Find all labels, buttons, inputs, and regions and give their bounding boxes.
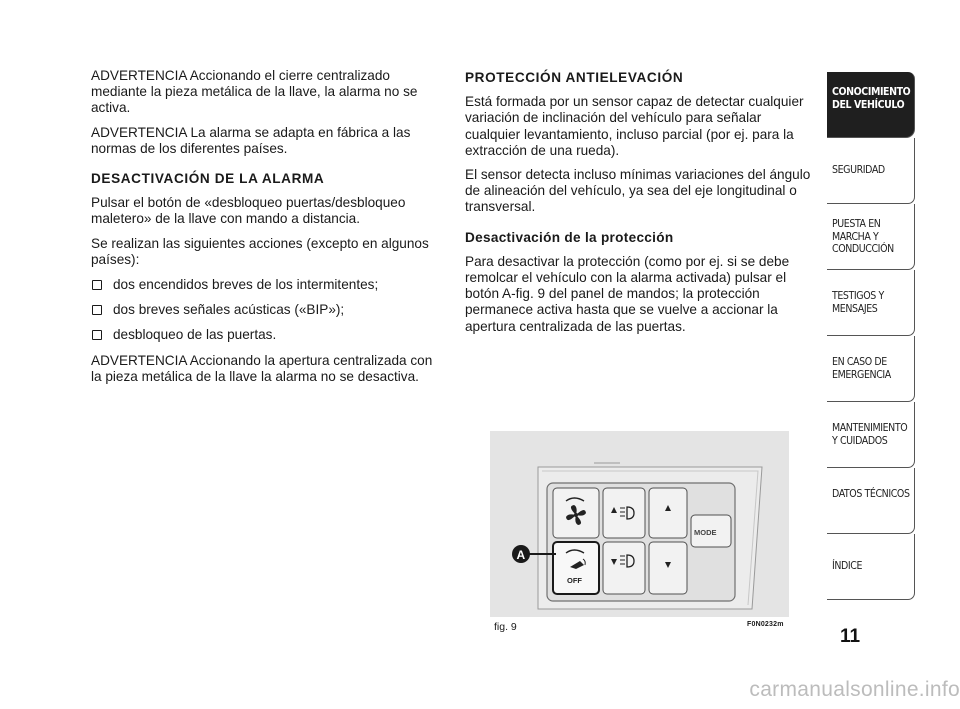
paragraph-actions: Se realizan las siguientes acciones (excepto en algunos países):: [91, 235, 429, 267]
chapter-sidebar: [827, 72, 915, 600]
paragraph-deactivate: Para desactivar la protección (como por ej. si se debe remolcar el vehículo con la alarma activada) pulsar el botón A-fig. 9 del panel de mandos; la protección permanece activa hasta que se vuelve a accionar la apertura centralizada de las puertas.: [465, 253, 790, 334]
checkbox-bullet-icon: [92, 330, 102, 340]
left-column: [91, 68, 441, 393]
right-column: [465, 70, 817, 343]
control-panel-illustration: [490, 431, 789, 617]
paragraph-sensor-detects: El sensor detecta incluso mínimas variaciones del ángulo de alineación del vehículo, ya sea del eje longitudinal o transversal.: [465, 167, 811, 215]
tab-datos-tecnicos[interactable]: DATOS TÉCNICOS: [827, 468, 915, 534]
list-item: dos encendidos breves de los intermitentes;: [91, 277, 441, 293]
watermark: carmanualsonline.info: [749, 678, 960, 701]
heading-alarm-deactivation: DESACTIVACIÓN DE LA ALARMA: [91, 171, 325, 187]
figure-control-panel: [490, 431, 789, 617]
figure-code: F0N0232m: [747, 621, 784, 628]
off-label: OFF: [567, 576, 582, 585]
tab-indice[interactable]: ÍNDICE: [827, 534, 915, 600]
warning-factory-setting: ADVERTENCIA La alarma se adapta en fábrica a las normas de los diferentes países.: [91, 124, 411, 156]
tab-puesta-en-marcha[interactable]: PUESTA EN MARCHA Y CONDUCCIÓN: [827, 204, 915, 270]
subheading-protection-deactivation: Desactivación de la protección: [465, 229, 674, 245]
list-item: desbloqueo de las puertas.: [91, 327, 441, 343]
warning-central-unlock: ADVERTENCIA Accionando la apertura centralizada con la pieza metálica de la llave la alarma no se desactiva.: [91, 352, 433, 384]
tab-en-caso-de-emergencia[interactable]: EN CASO DE EMERGENCIA: [827, 336, 915, 402]
list-item: dos breves señales acústicas («BIP»);: [91, 302, 441, 318]
tab-testigos-y-mensajes[interactable]: TESTIGOS Y MENSAJES: [827, 270, 915, 336]
checkbox-bullet-icon: [92, 305, 102, 315]
heading-anti-lift: PROTECCIÓN ANTIELEVACIÓN: [465, 70, 684, 85]
mode-label: MODE: [694, 528, 717, 537]
tab-conocimiento-del-vehiculo[interactable]: CONOCIMIENTO DEL VEHÍCULO: [827, 72, 915, 138]
tab-seguridad[interactable]: SEGURIDAD: [827, 138, 915, 204]
warning-central-lock: ADVERTENCIA Accionando el cierre centralizado mediante la pieza metálica de la llave, la alarma no se activa.: [91, 68, 418, 116]
figure-caption: fig. 9: [494, 621, 517, 633]
callout-a-label: A: [516, 548, 526, 562]
tab-mantenimiento-y-cuidados[interactable]: MANTENIMIENTO Y CUIDADOS: [827, 402, 915, 468]
page-number: 11: [840, 626, 861, 647]
checkbox-bullet-icon: [92, 280, 102, 290]
paragraph-sensor: Está formada por un sensor capaz de detectar cualquier variación de inclinación del vehículo para señalar cualquier levantamiento, incluso parcial (por ej. para la extracción de una rueda).: [465, 94, 804, 158]
paragraph-press-button: Pulsar el botón de «desbloqueo puertas/desbloqueo maletero» de la llave con mando a distancia.: [91, 195, 406, 227]
